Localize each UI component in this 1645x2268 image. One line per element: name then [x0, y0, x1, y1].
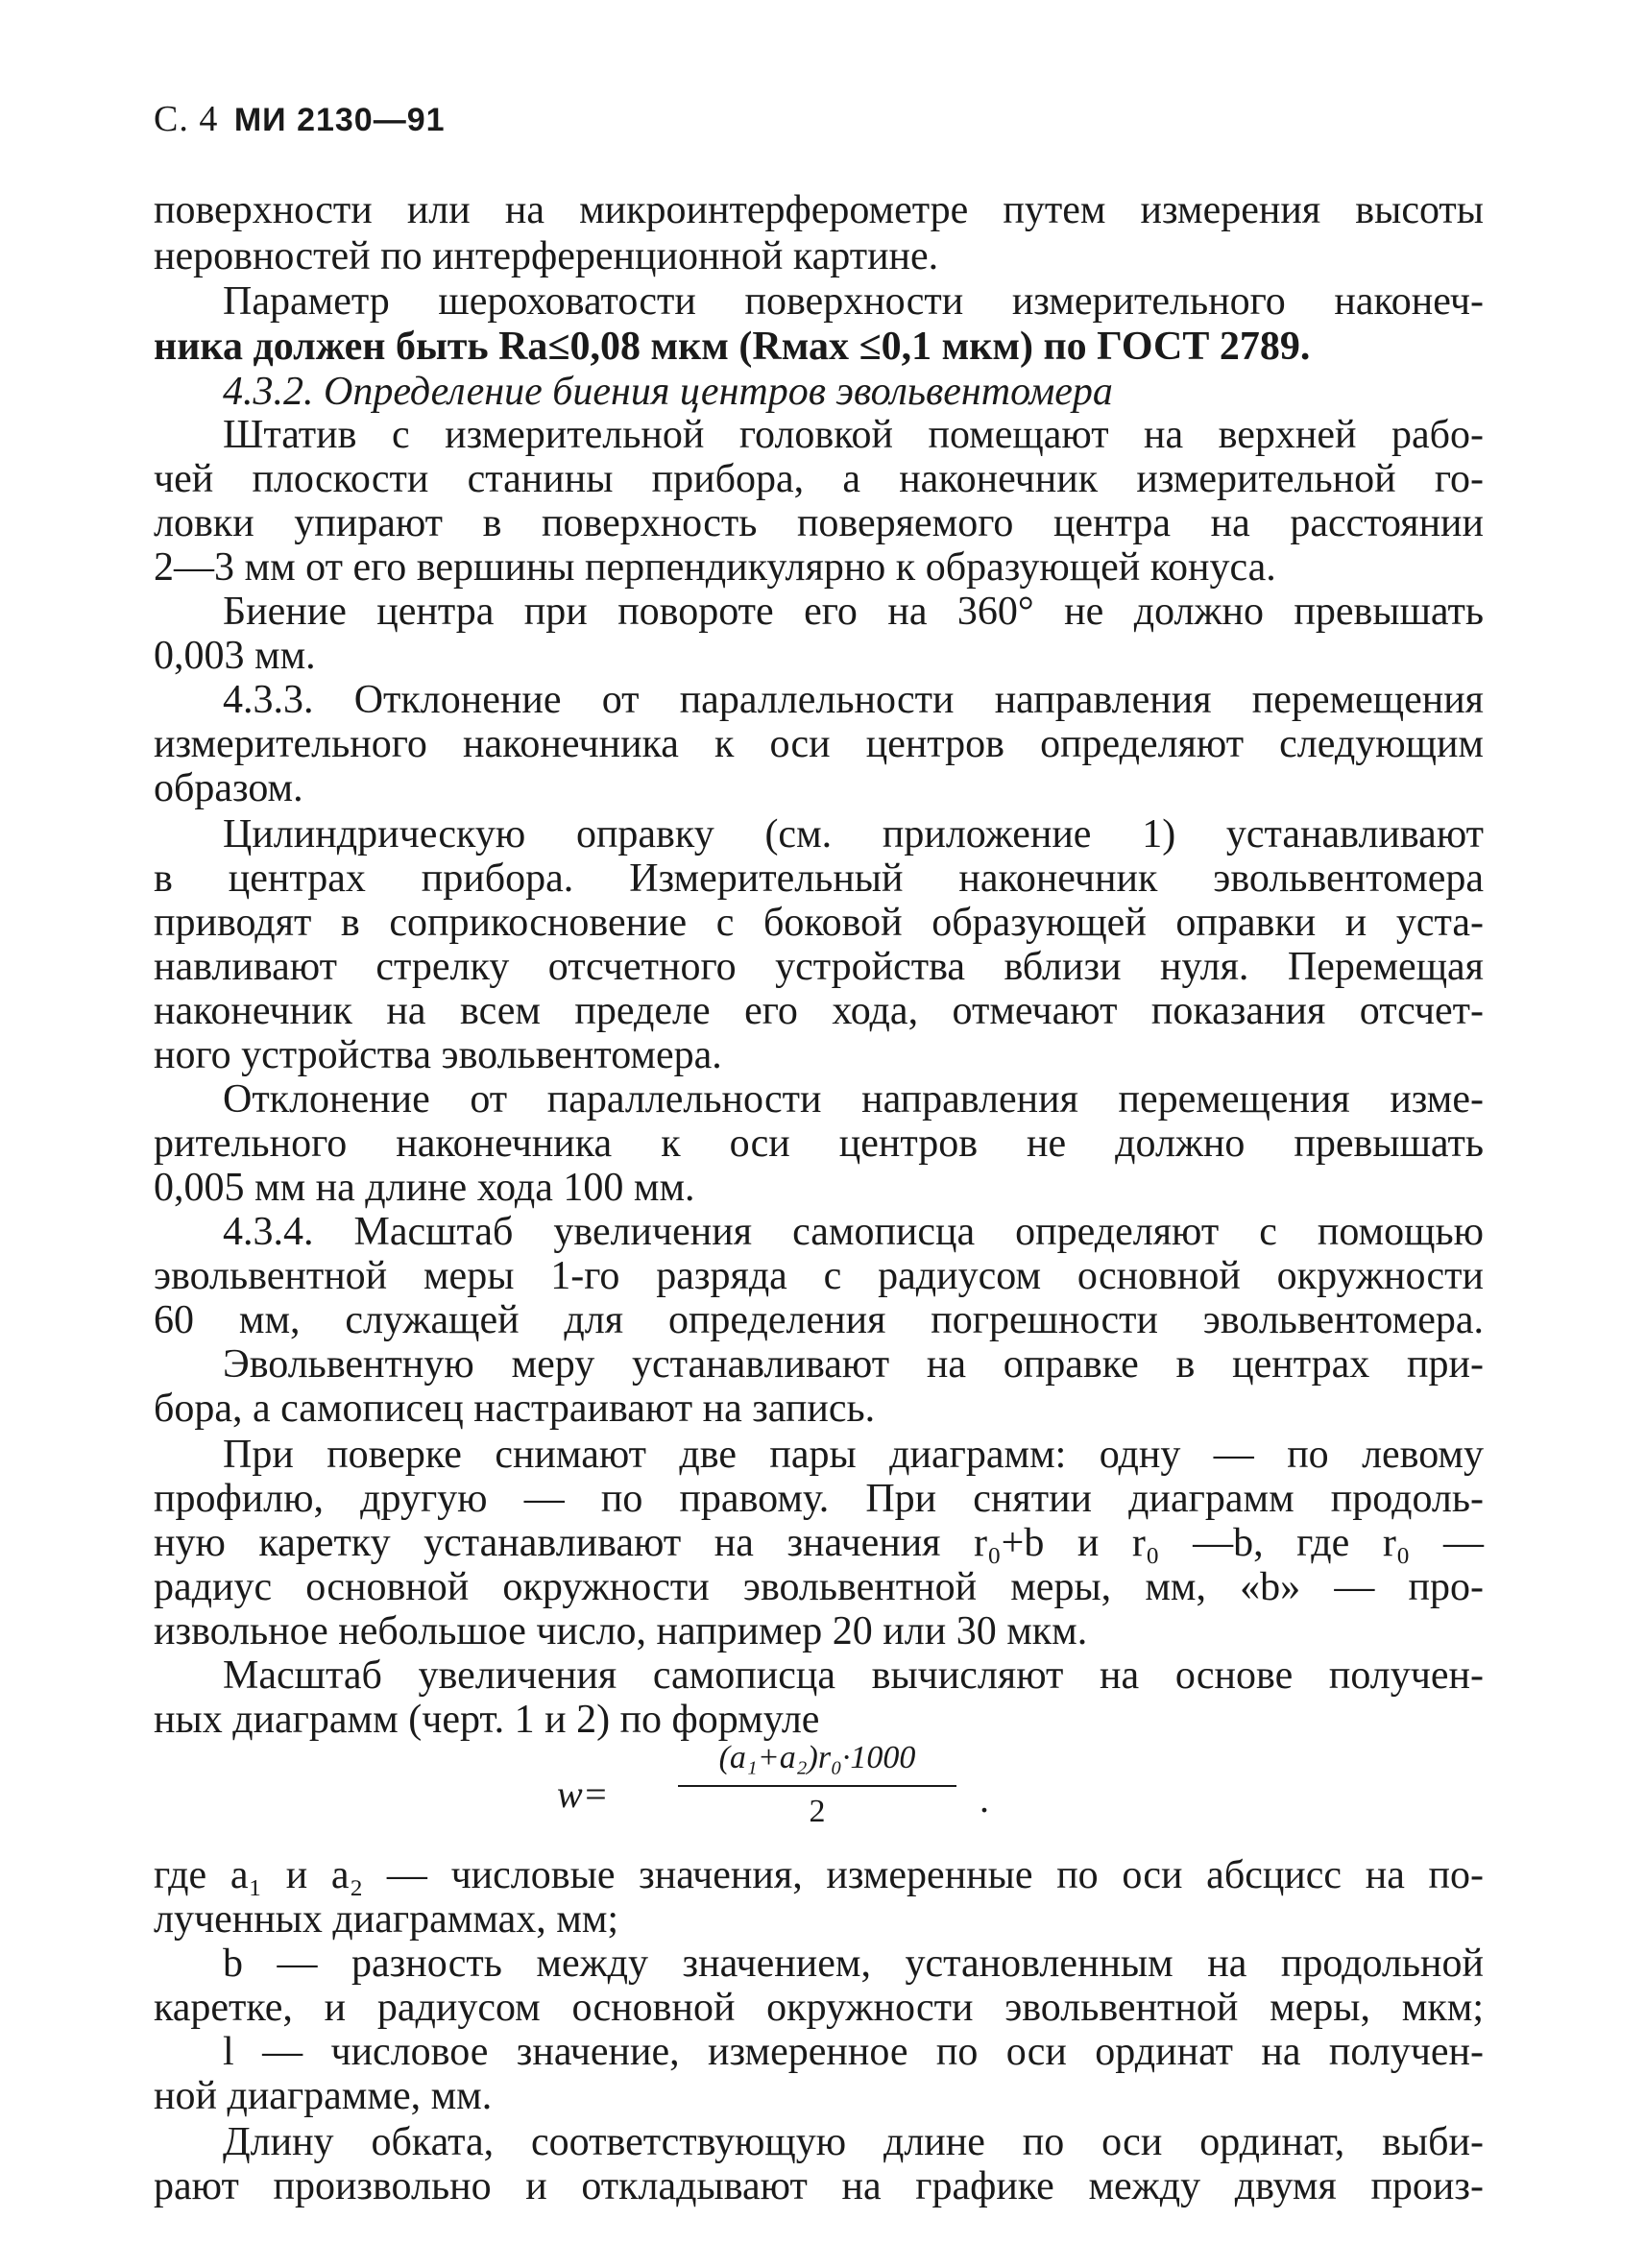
text-line: 2—3 мм от его вершины перпендикулярно к образующей конуса.: [154, 545, 1276, 590]
text-line: ную каретку устанавливают на значения r₀+b и r₀ —b, где r₀ —: [154, 1521, 1484, 1565]
text-line: Эвольвентную меру устанавливают на оправке в центрах при-: [223, 1342, 1484, 1387]
text-line: поверхности или на микроинтерферометре путем измерения высоты: [154, 188, 1484, 232]
text-line: Биение центра при повороте его на 360° не должно превышать: [223, 590, 1484, 634]
text-line: эвольвентной меры 1-го разряда с радиусом основной окружности: [154, 1254, 1484, 1298]
fraction-bar: [678, 1785, 956, 1787]
text-line: рают произвольно и откладывают на графике между двумя произ-: [154, 2164, 1484, 2208]
text-line: Масштаб увеличения самописца вычисляют на основе получен-: [223, 1653, 1484, 1698]
text-line: ника должен быть Ra≤0,08 мкм (Rмах ≤0,1 мкм) по ГОСТ 2789.: [154, 325, 1311, 369]
text-line: Цилиндрическую оправку (см. приложение 1) устанавливают: [223, 812, 1484, 857]
text-line: лученных диаграммах, мм;: [154, 1897, 619, 1942]
text-line: Отклонение от параллельности направления перемещения изме-: [223, 1077, 1484, 1122]
text-line: извольное небольшое число, например 20 или 30 мкм.: [154, 1609, 1088, 1653]
page-header: [154, 98, 446, 140]
text-line: Длину обката, соответствующую длине по оси ординат, выби-: [223, 2120, 1484, 2164]
text-line: навливают стрелку отсчетного устройства вблизи нуля. Перемещая: [154, 945, 1484, 989]
text-line: 0,005 мм на длине хода 100 мм.: [154, 1166, 695, 1210]
text-line: приводят в соприкосновение с боковой образующей оправки и уста-: [154, 901, 1484, 945]
text-line: 60 мм, служащей для определения погрешности эвольвентомера.: [154, 1298, 1484, 1342]
text-line: ловки упирают в поверхность поверяемого центра на расстоянии: [154, 501, 1484, 545]
text-line: рительного наконечника к оси центров не должно превышать: [154, 1122, 1484, 1166]
text-line: измерительного наконечника к оси центров определяют следующим: [154, 722, 1484, 766]
text-line: неровностей по интерференционной картине.: [154, 234, 939, 278]
page-number: С. 4: [154, 99, 219, 139]
scale-formula: [557, 1740, 999, 1846]
text-line: чей плоскости станины прибора, а наконечник измерительной го-: [154, 457, 1484, 501]
text-line: радиус основной окружности эвольвентной меры, мм, «b» — про-: [154, 1565, 1484, 1609]
text-line: ной диаграмме, мм.: [154, 2074, 493, 2118]
text-line: наконечник на всем пределе его хода, отмечают показания отсчет-: [154, 989, 1484, 1033]
text-line: 4.3.4. Масштаб увеличения самописца определяют с помощью: [223, 1210, 1484, 1254]
text-line: образом.: [154, 766, 303, 810]
text-line: Штатив с измерительной головкой помещают на верхней рабо-: [223, 413, 1484, 457]
text-line: каретке, и радиусом основной окружности эвольвентной меры, мкм;: [154, 1986, 1484, 2030]
formula-numerator: (a₁+a₂)r₀·1000: [718, 1740, 916, 1775]
text-line: 4.3.3. Отклонение от параллельности направления перемещения: [223, 678, 1484, 722]
text-line: ных диаграмм (черт. 1 и 2) по формуле: [154, 1698, 820, 1742]
text-line: где a₁ и a₂ — числовые значения, измеренные по оси абсцисс на по-: [154, 1853, 1484, 1897]
text-line: в центрах прибора. Измерительный наконечник эвольвентомера: [154, 857, 1484, 901]
text-line: b — разность между значением, установленным на продольной: [223, 1942, 1484, 1986]
text-line: При поверке снимают две пары диаграмм: одну — по левому: [223, 1433, 1484, 1477]
section-heading: 4.3.2. Определение биения центров эвольвентомера: [223, 370, 1113, 414]
document-number: МИ 2130—91: [233, 102, 446, 138]
text-line: Параметр шероховатости поверхности измерительного наконеч-: [223, 279, 1484, 324]
formula-lhs: w=: [557, 1773, 609, 1816]
text-line: бора, а самописец настраивают на запись.: [154, 1387, 876, 1431]
text-line: профилю, другую — по правому. При снятии диаграмм продоль-: [154, 1477, 1484, 1521]
formula-terminator: .: [980, 1777, 989, 1821]
text-line: 0,003 мм.: [154, 634, 316, 678]
text-line: ного устройства эвольвентомера.: [154, 1033, 722, 1077]
formula-denominator: 2: [809, 1794, 826, 1829]
text-line: l — числовое значение, измеренное по оси ординат на получен-: [223, 2030, 1484, 2074]
